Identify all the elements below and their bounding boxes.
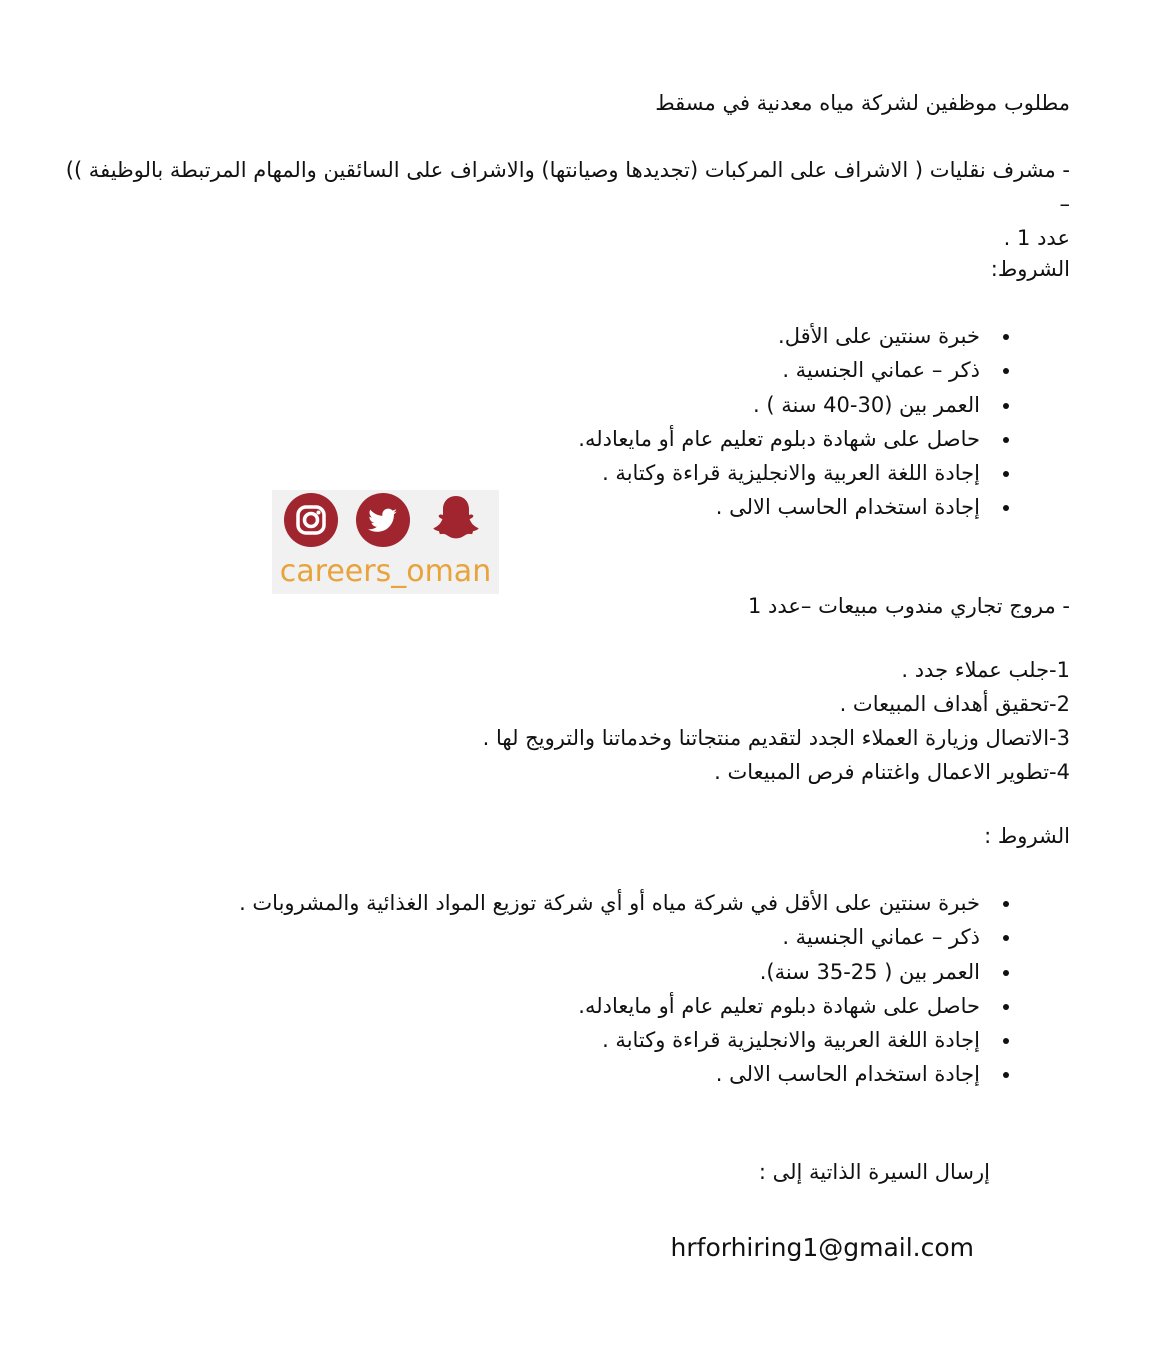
list-item: • العمر بين (30-40 سنة ) . [578,388,990,422]
job1-line1: - مشرف نقليات ( الاشراف على المركبات (تجديدها وصيانتها) والاشراف على السائقين والمهام المرتبطة بالوظيفة )) – [65,158,1070,216]
list-item: 4-تطوير الاعمال واغتنام فرص المبيعات . [714,760,1070,784]
list-item: • إجادة استخدام الحاسب الالى . [239,1057,990,1091]
job2-title: - مروج تجاري مندوب مبيعات –عدد 1 [747,594,1070,618]
send-cv-label: إرسال السيرة الذاتية إلى : [758,1160,990,1184]
list-item: • خبرة سنتين على الأقل في شركة مياه أو أي شركة توزيع المواد الغذائية والمشروبات . [239,886,990,920]
email-address[interactable]: hrforhiring1@gmail.com [670,1233,974,1262]
list-item: • حاصل على شهادة دبلوم تعليم عام أو مايعادله. [239,989,990,1023]
list-item: • حاصل على شهادة دبلوم تعليم عام أو مايعادله. [578,422,990,456]
list-item: • خبرة سنتين على الأقل. [578,319,990,353]
watermark [272,490,499,594]
list-item: • ذكر – عماني الجنسية . [239,920,990,954]
list-item: 2-تحقيق أهداف المبيعات . [839,692,1070,716]
twitter-icon [355,492,411,548]
list-item: • العمر بين ( 25-35 سنة). [239,955,990,989]
conditions1-list [578,319,1030,525]
list-item: • ذكر – عماني الجنسية . [578,353,990,387]
job2-duties [483,653,1070,789]
instagram-icon [283,492,339,548]
conditions1-heading: الشروط: [990,257,1070,281]
job1-description [50,153,1070,255]
list-item: 1-جلب عملاء جدد . [901,658,1070,682]
conditions2-list [239,886,1030,1092]
snapchat-icon [428,492,484,548]
list-item: • إجادة اللغة العربية والانجليزية قراءة وكتابة . [239,1023,990,1057]
social-icons [282,492,489,548]
list-item: • إجادة استخدام الحاسب الالى . [578,490,990,524]
job1-line2: عدد 1 . [1003,226,1070,250]
list-item: • إجادة اللغة العربية والانجليزية قراءة وكتابة . [578,456,990,490]
list-item: 3-الاتصال وزيارة العملاء الجدد لتقديم منتجاتنا وخدماتنا والترويج لها . [482,726,1070,750]
ad-title: مطلوب موظفين لشركة مياه معدنية في مسقط [655,91,1070,115]
conditions2-heading: الشروط : [984,824,1070,848]
watermark-handle: careers_oman [279,554,492,589]
